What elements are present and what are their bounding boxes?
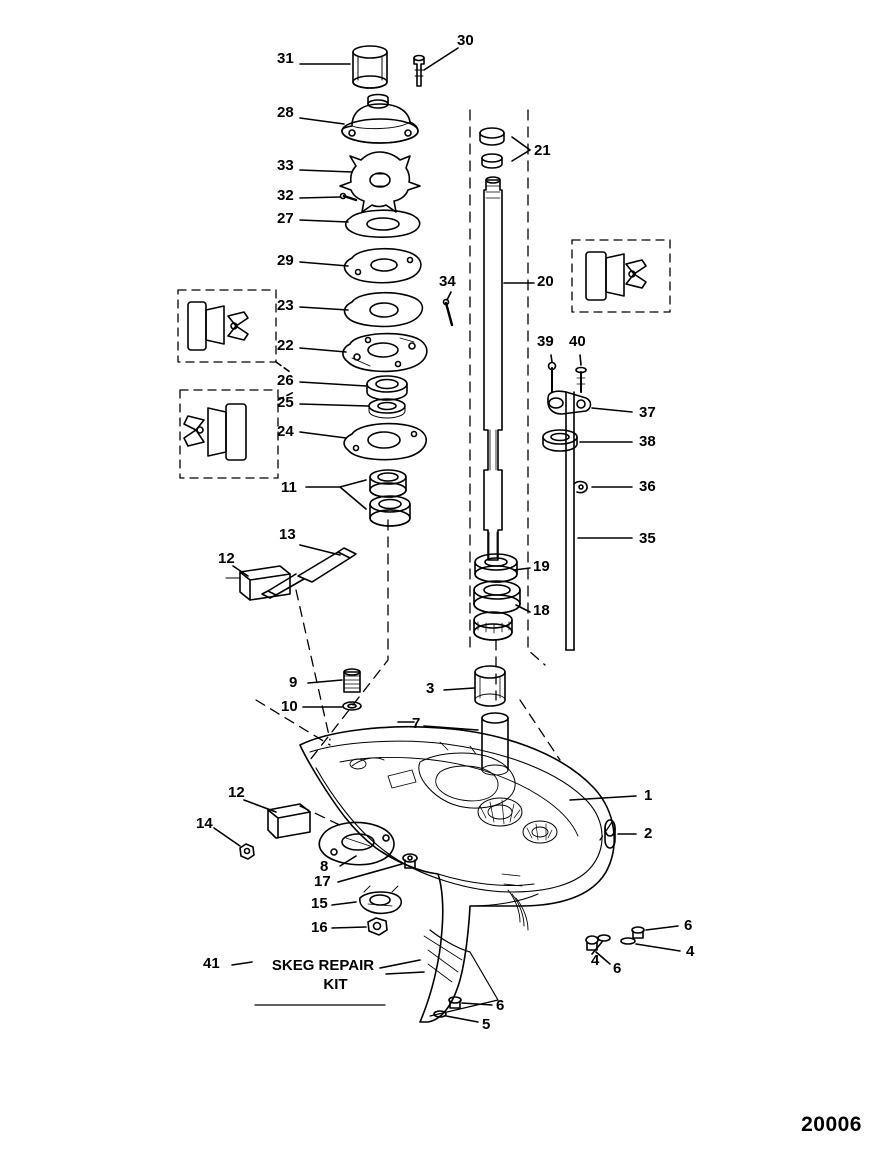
callout-6-c: 6 <box>496 997 505 1014</box>
callout-32: 32 <box>277 187 294 204</box>
inset-box-left-upper <box>178 290 276 362</box>
callout-23: 23 <box>277 297 294 314</box>
callout-10: 10 <box>281 698 298 715</box>
callout-22: 22 <box>277 337 294 354</box>
part-27-gasket <box>346 210 420 237</box>
callout-36: 36 <box>639 478 656 495</box>
part-34-pin <box>444 300 453 326</box>
part-21-seals <box>480 128 504 168</box>
drawing-number: 20006 <box>801 1113 862 1136</box>
inset-detail-left-upper <box>188 302 248 350</box>
part-37-coupler <box>548 391 591 414</box>
callout-2: 2 <box>644 825 653 842</box>
callout-6-a: 6 <box>684 917 693 934</box>
part-10-washer <box>343 702 361 710</box>
callout-35: 35 <box>639 530 656 547</box>
part-36-clip <box>574 482 587 493</box>
part-15-anode <box>360 886 401 913</box>
part-39-screw <box>549 363 556 393</box>
part-33-impeller <box>340 152 420 212</box>
part-4-washer-b <box>598 935 610 941</box>
callout-14: 14 <box>196 815 213 832</box>
part-14-nut <box>240 844 254 859</box>
callout-3: 3 <box>426 680 435 697</box>
part-13-bolt <box>262 548 356 598</box>
callout-25: 25 <box>277 394 294 411</box>
part-30-screw <box>414 56 424 87</box>
part-23-gasket <box>345 293 423 327</box>
callout-20: 20 <box>537 273 554 290</box>
callout-28: 28 <box>277 104 294 121</box>
skeg-repair-kit-label: SKEG REPAIR KIT <box>271 957 375 993</box>
callout-24: 24 <box>277 423 294 440</box>
part-31-sleeve <box>353 46 387 88</box>
callout-4-b: 4 <box>591 952 600 969</box>
callout-4-a: 4 <box>686 943 695 960</box>
part-8-cover <box>319 822 394 864</box>
callout-12-upper: 12 <box>218 550 235 567</box>
part-4-washer-a <box>621 938 635 944</box>
inset-detail-right <box>586 252 646 300</box>
callout-33: 33 <box>277 157 294 174</box>
callout-12-lower: 12 <box>228 784 245 801</box>
part-6-screw-a <box>632 927 644 938</box>
callout-34: 34 <box>439 273 456 290</box>
callout-30: 30 <box>457 32 474 49</box>
part-38-bushing <box>543 430 577 451</box>
callout-13: 13 <box>279 526 296 543</box>
part-12-anode-lower <box>268 804 310 838</box>
part-7-tube <box>482 713 508 775</box>
part-11-bearings <box>370 470 410 526</box>
callout-11: 11 <box>281 479 297 496</box>
callout-17: 17 <box>314 873 331 890</box>
callout-1: 1 <box>644 787 653 804</box>
part-40-screw <box>576 368 586 393</box>
part-18-bearing-race <box>474 581 520 640</box>
callout-15: 15 <box>311 895 328 912</box>
part-6-screw-c <box>449 997 461 1008</box>
callout-41: 41 <box>203 955 220 972</box>
callout-39: 39 <box>537 333 554 350</box>
callout-26: 26 <box>277 372 294 389</box>
callout-18: 18 <box>533 602 550 619</box>
callout-8: 8 <box>320 858 329 875</box>
part-20-driveshaft <box>484 177 502 560</box>
part-19-bearing <box>475 554 517 582</box>
part-9-screw <box>344 669 360 692</box>
part-22-pump-base <box>343 334 427 372</box>
callout-29: 29 <box>277 252 294 269</box>
inset-detail-left-lower <box>184 404 246 460</box>
part-28-pump-body <box>342 95 418 143</box>
callout-7: 7 <box>412 715 421 732</box>
callout-6-b: 6 <box>613 960 622 977</box>
part-16-nut <box>368 918 387 935</box>
callout-5: 5 <box>482 1016 491 1033</box>
callout-27: 27 <box>277 210 294 227</box>
callout-9: 9 <box>289 674 298 691</box>
part-26-seal <box>367 376 407 400</box>
callout-37: 37 <box>639 404 656 421</box>
part-3-water-tube <box>475 666 505 706</box>
callout-16: 16 <box>311 919 328 936</box>
part-29-face-plate <box>345 249 421 283</box>
callout-19: 19 <box>533 558 550 575</box>
part-25-washer <box>369 399 405 418</box>
callout-31: 31 <box>277 50 294 67</box>
callout-21: 21 <box>534 142 551 159</box>
callout-38: 38 <box>639 433 656 450</box>
callout-40: 40 <box>569 333 586 350</box>
part-24-plate <box>344 424 426 460</box>
